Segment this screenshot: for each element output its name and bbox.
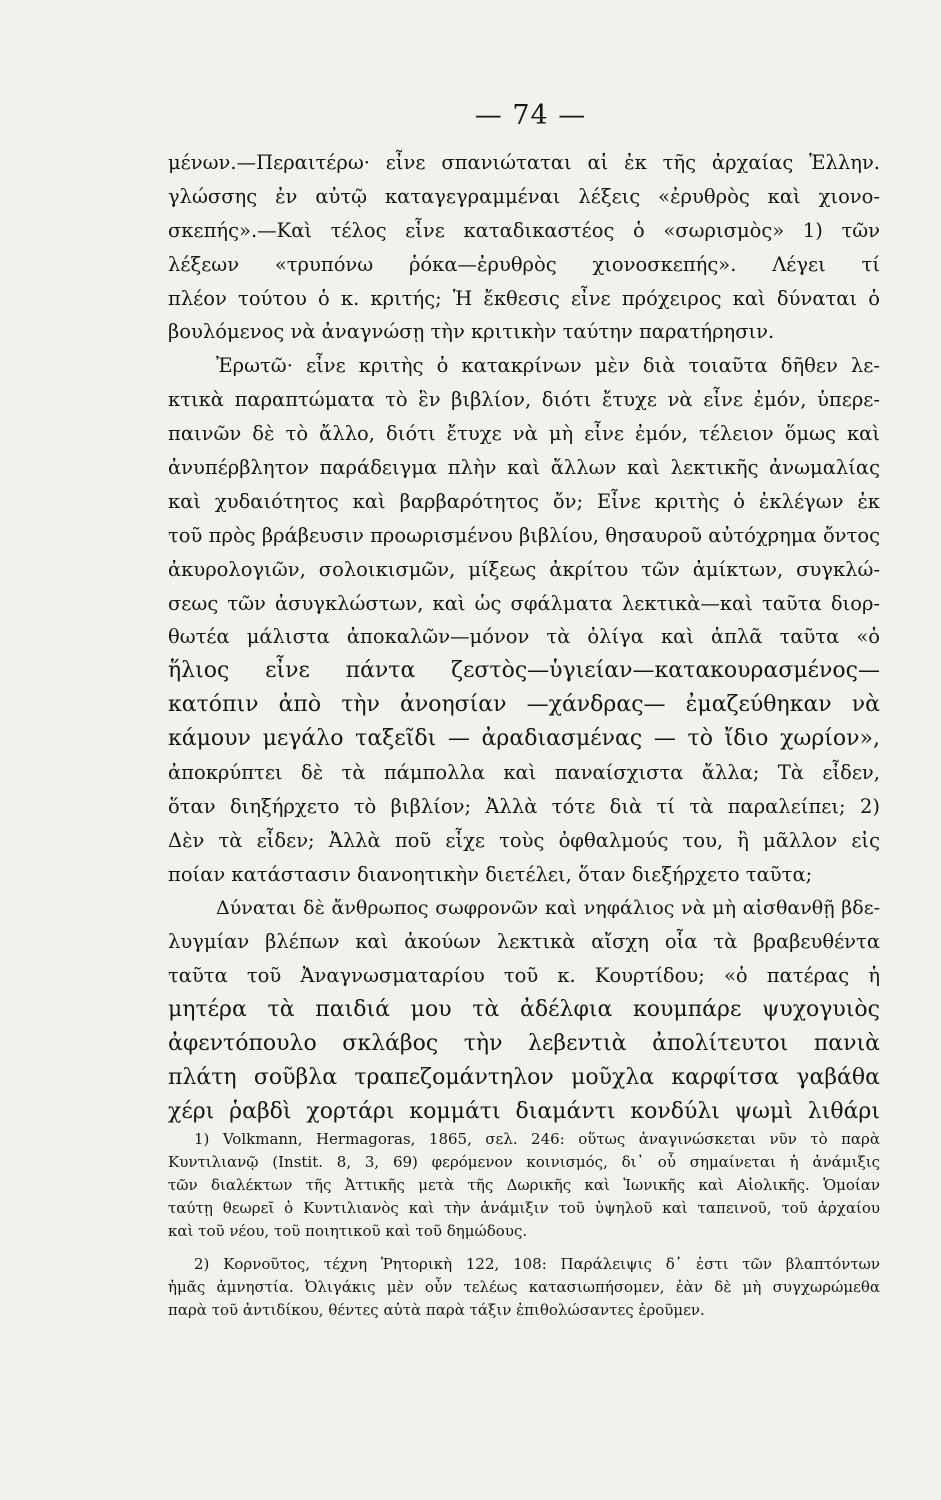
- footnote-line: 1) Volkmann, Hermagoras, 1865, σελ. 246: οὕτως ἀναγινώσκεται νῦν τὸ παρὰ: [194, 1130, 880, 1148]
- text-line: λέξεων «τρυπόνω ῥόκα—ἐρυθρὸς χιονοσκεπής». Λέγει τί: [168, 252, 880, 276]
- text-line: μένων.—Περαιτέρω· εἶνε σπανιώταται αἱ ἐκ τῆς ἀρχαίας Ἑλλην.: [168, 151, 880, 174]
- text-line: θωτέα μάλιστα ἀποκαλῶν—μόνον τὰ ὀλίγα καὶ ἁπλᾶ ταῦτα «ὁ: [168, 625, 880, 649]
- text-line: ταῦτα τοῦ Ἀναγνωσματαρίου τοῦ κ. Κουρτίδου; «ὁ πατέρας ἡ: [168, 964, 880, 988]
- footnote-line: Κυντιλιανῷ (Instit. 8, 3, 69) φερόμενον κοινισμός, δι᾿ οὗ σημαίνεται ἡ ἀνάμιξις: [168, 1153, 880, 1171]
- text-line: ἀνυπέρβλητον παράδειγμα πλὴν καὶ ἄλλων καὶ λεκτικῆς ἀνωμαλίας: [168, 456, 880, 480]
- text-line: σκεπής».—Καὶ τέλος εἶνε καταδικαστέος ὁ «σωρισμὸς» 1) τῶν: [168, 218, 880, 242]
- text-line: σεως τῶν ἀσυγκλώστων, καὶ ὡς σφάλματα λεκτικὰ—καὶ ταῦτα διορ-: [168, 591, 880, 615]
- text-line: Δὲν τὰ εἶδεν; Ἀλλὰ ποῦ εἶχε τοὺς ὀφθαλμούς του, ἢ μᾶλλον εἰς: [168, 828, 880, 852]
- text-line: λυγμίαν βλέπων καὶ ἀκούων λεκτικὰ αἴσχη οἷα τὰ βραβευθέντα: [168, 930, 880, 954]
- text-line: καὶ χυδαιότητος καὶ βαρβαρότητος ὄν; Εἶνε κριτὴς ὁ ἐκλέγων ἐκ: [168, 489, 880, 513]
- footnote-line: ἡμᾶς ἀμνηστία. Ὀλιγάκις μὲν οὖν τελέως κατασιωπήσομεν, ἐὰν δὲ μὴ συγχωρώμεθα: [168, 1278, 880, 1296]
- text-line: πλέον τούτου ὁ κ. κριτής; Ἡ ἔκθεσις εἶνε πρόχειρος καὶ δύναται ὁ: [168, 286, 880, 310]
- text-line: τοῦ πρὸς βράβευσιν προωρισμένου βιβλίου, θησαυροῦ αὐτόχρημα ὄντος: [168, 523, 880, 547]
- footnote-line: τῶν διαλέκτων τῆς Ἀττικῆς μετὰ τῆς Δωρικῆς καὶ Ἰωνικῆς καὶ Αἰολικῆς. Ὁμοίαν: [168, 1176, 880, 1194]
- text-line: ἀποκρύπτει δὲ τὰ πάμπολλα καὶ παναίσχιστα ἄλλα; Τὰ εἶδεν,: [168, 761, 880, 785]
- text-line: κάμουν μεγάλο ταξεῖδι — ἀραδιασμένας — τὸ ἴδιο χωρίον»,: [168, 726, 880, 752]
- text-line: Ἐρωτῶ· εἶνε κριτὴς ὁ κατακρίνων μὲν διὰ τοιαῦτα δῆθεν λε-: [216, 354, 880, 378]
- text-line: μητέρα τὰ παιδιά μου τὰ ἀδέλφια κουμπάρε ψυχογυιὸς: [168, 997, 880, 1023]
- text-line: ἀκυρολογιῶν, σολοικισμῶν, μίξεως ἀκρίτου τῶν ἀμίκτων, συγκλώ-: [168, 557, 880, 581]
- footnote-line: ταύτῃ θεωρεῖ ὁ Κυντιλιανὸς καὶ τὴν ἀνάμιξιν τοῦ ὑψηλοῦ καὶ ταπεινοῦ, τοῦ ἀρχαίου: [168, 1199, 880, 1217]
- text-line: Δύναται δὲ ἄνθρωπος σωφρονῶν καὶ νηφάλιος νὰ μὴ αἰσθανθῇ βδε-: [216, 896, 880, 919]
- text-line: κτικὰ παραπτώματα τὸ ἓν βιβλίον, διότι ἔτυχε νὰ εἶνε ἐμόν, ὑπερε-: [168, 388, 880, 412]
- footnote-line: 2) Κορνοῦτος, τέχνη Ῥητορικὴ 122, 108: Παράλειψις δ᾿ ἐστι τῶν βλαπτόντων: [194, 1255, 880, 1273]
- text-line: πλάτη σοῦβλα τραπεζομάντηλον μοῦχλα καρφίτσα γαβάθα: [168, 1065, 880, 1091]
- text-line: βουλόμενος νὰ ἀναγνώσῃ τὴν κριτικὴν ταύτην παρατήρησιν.: [168, 320, 775, 344]
- text-line: γλώσσης ἐν αὐτῷ καταγεγραμμέναι λέξεις «ἐρυθρὸς καὶ χιονο-: [168, 184, 880, 208]
- body-text: [168, 146, 880, 1129]
- footnotes: [168, 1128, 880, 1322]
- text-line: χέρι ῥαβδὶ χορτάρι κομμάτι διαμάντι κονδύλι ψωμὶ λιθάρι: [168, 1098, 880, 1124]
- text-line: ποίαν κατάστασιν διανοητικὴν διετέλει, ὅταν διεξήρχετο ταῦτα;: [168, 862, 813, 886]
- footnote-line: καὶ τοῦ νέου, τοῦ ποιητικοῦ καὶ τοῦ δημώδους.: [168, 1222, 528, 1240]
- text-line: ὅταν διηξήρχετο τὸ βιβλίον; Ἀλλὰ τότε διὰ τί τὰ παραλείπει; 2): [168, 794, 880, 818]
- text-line: παινῶν δὲ τὸ ἄλλο, διότι ἔτυχε νὰ μὴ εἶνε ἐμόν, τέλειον ὅμως καὶ: [168, 422, 880, 446]
- text-line: ἥλιος εἶνε πάντα ζεστὸς—ὑγιείαν—κατακουρασμένος—: [168, 658, 880, 684]
- text-line: κατόπιν ἀπὸ τὴν ἀνοησίαν —χάνδρας— ἐμαζεύθηκαν νὰ: [168, 692, 880, 718]
- footnote-line: παρὰ τοῦ ἀντιδίκου, θέντες αὐτὰ παρὰ τάξιν ἐπιθολώσαντες ἐροῦμεν.: [168, 1301, 705, 1319]
- text-line: ἀφεντόπουλο σκλάβος τὴν λεβεντιὰ ἀπολίτευτοι πανιὰ: [168, 1031, 880, 1057]
- page-number: — 74 —: [474, 100, 587, 131]
